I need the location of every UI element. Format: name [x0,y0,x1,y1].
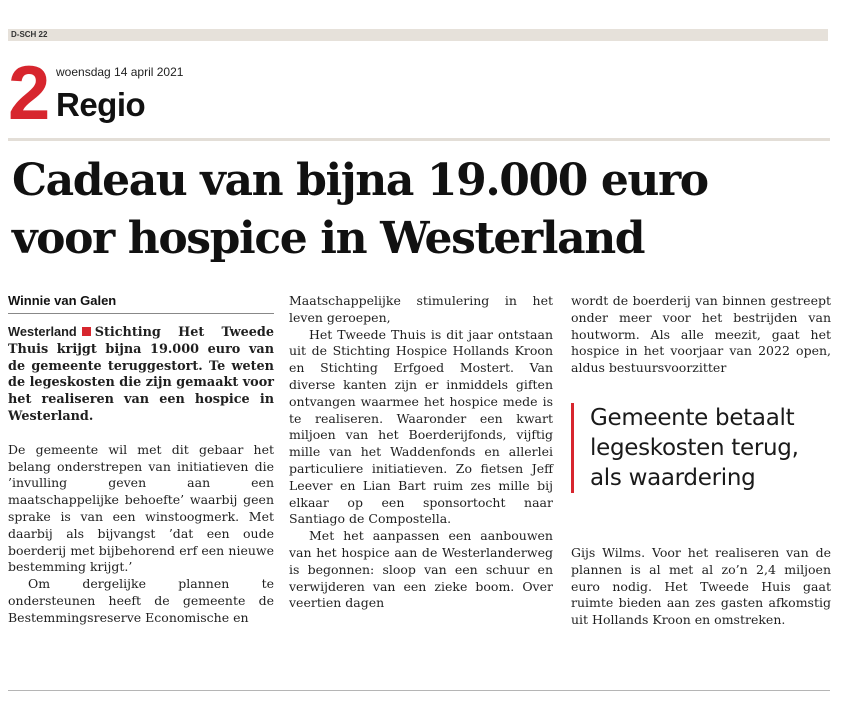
header-divider [8,138,830,141]
article-column-2 [289,293,553,612]
headline-line-1: Cadeau van bijna 19.000 euro [12,155,708,206]
pull-quote-spacer [571,493,831,545]
article-lead [8,324,274,426]
page-code: D-SCH 22 [11,30,48,39]
headline [12,152,832,268]
footer-divider [8,690,830,691]
paragraph: Gijs Wilms. Voor het realiseren van de plannen is al met al zo’n 2,4 miljoen euro nodig. Het Tweede Huis gaat ruimte bieden aan zes gasten afkomstig uit Hollands Kroon en omstreken. [571,544,831,628]
paragraph: Om dergelijke plannen te ondersteunen heeft de gemeente de Bestemmingsreserve Economische en [8,576,274,625]
byline-divider [8,313,274,314]
pull-quote: Gemeente betaalt legeskosten terug, als waardering [571,403,831,493]
byline: Winnie van Galen [8,293,117,308]
lead-text: Stichting Het Tweede Thuis krijgt bijna 19.000 euro van de gemeente teruggestort. Te weten de legeskosten die zijn gemaakt voor het realiseren van een hospice in Westerland. [8,325,274,424]
top-band [8,29,828,41]
paragraph: wordt de boerderij van binnen gestreept onder meer voor het bestrijden van houtworm. Als alle meezit, gaat het hospice in het voorjaar van 2022 open, aldus bestuursvoorzitter [571,293,831,376]
article-column-3 [571,293,831,629]
red-square-icon [82,327,91,336]
paragraph: De gemeente wil met dit gebaar het belang onderstrepen van initiatieven die ’invulling geven aan een maatschappelijke behoefte’ waarbij geen sprake is van een winstoogmerk. Met daarbij als bijvangst ’dat een oude boerderij met bijbehorend erf een nieuwe bestemming krijgt.’ [8,441,274,575]
headline-line-2: voor hospice in Westerland [12,213,645,264]
publication-date: woensdag 14 april 2021 [56,65,184,79]
paragraph: Het Tweede Thuis is dit jaar ontstaan uit de Stichting Hospice Hollands Kroon en Stichting Erfgoed Mostert. Van diverse kanten zijn er inmiddels giften ontvangen waarmee het hospice mede is te realiseren. Waaronder een kwart miljoen van het Boerderijfonds, vijftig mille van het Waddenfonds en allerlei particuliere initiatieven. Zo fietsen Jeff Leever en Lian Bart ruim zes mille bij elkaar op een sponsortocht naar Santiago de Compostella. [289,326,553,527]
section-name: Regio [56,86,146,123]
section-number: 2 [8,51,49,136]
article-column-1 [8,293,274,627]
paragraph: Met het aanpassen een aanbouwen van het hospice aan de Westerlanderweg is begonnen: sloop van een schuur en verwijderen van een zieke boom. Over veertien dagen [289,528,553,611]
dateline: Westerland [8,324,77,339]
paragraph: Maatschappelijke stimulering in het leven geroepen, [289,293,553,325]
